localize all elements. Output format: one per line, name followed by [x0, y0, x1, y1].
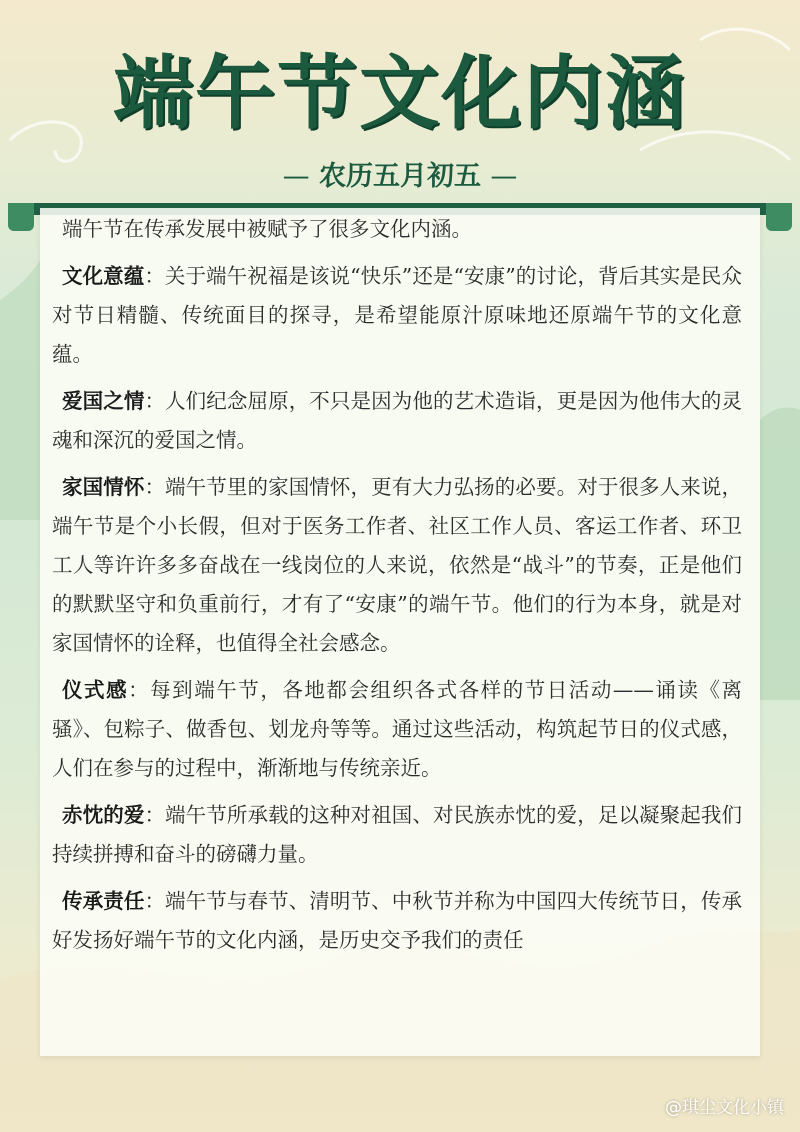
page-title: 端午节文化内涵	[113, 47, 687, 140]
section-paragraph	[52, 257, 742, 374]
section-heading: 仪式感	[62, 678, 129, 702]
section-heading: 传承责任	[62, 889, 145, 913]
section-body: ：每到端午节，各地都会组织各式各样的节日活动——诵读《离骚》、包粽子、做香包、划龙舟等等。通过这些活动，构筑起节日的仪式感，人们在参与的过程中，渐渐地与传统亲近。	[52, 678, 743, 780]
page-subtitle	[0, 157, 800, 197]
section-heading: 文化意蕴	[62, 264, 145, 288]
section-paragraph	[52, 382, 742, 460]
section-heading: 爱国之情	[62, 389, 145, 413]
subtitle-dash-right: —	[490, 161, 518, 192]
watermark: @琪尘文化小镇	[665, 1098, 784, 1118]
section-heading: 赤忱的爱	[62, 803, 145, 827]
section-body: ：人们纪念屈原，不只是因为他的艺术造诣，更是因为他伟大的灵魂和深沉的爱国之情。	[52, 389, 742, 452]
section-paragraph	[52, 468, 742, 663]
section-paragraph	[52, 796, 742, 874]
intro-paragraph: 端午节在传承发展中被赋予了很多文化内涵。	[62, 217, 472, 241]
section-paragraph	[52, 882, 742, 960]
article-body	[52, 210, 742, 968]
subtitle-dash-left: —	[282, 161, 310, 192]
mountain-left	[0, 260, 40, 520]
section-heading: 家国情怀	[62, 475, 145, 499]
subtitle-text: 农历五月初五	[319, 161, 481, 192]
section-body: ：端午节与春节、清明节、中秋节并称为中国四大传统节日，传承好发扬好端午节的文化内涵，是历史交予我们的责任	[52, 889, 742, 952]
section-body: ：端午节里的家国情怀，更有大力弘扬的必要。对于很多人来说，端午节是个小长假，但对于医务工作者、社区工作人员、客运工作者、环卫工人等许许多多奋战在一线岗位的人来说，依然是“战斗”的节奏，正是他们的默默坚守和负重前行，才有了“安康”的端午节。他们的行为本身，就是对家国情怀的诠释，也值得全社会感念。	[52, 475, 742, 655]
section-paragraph	[52, 671, 742, 788]
section-body: ：端午节所承载的这种对祖国、对民族赤忱的爱，足以凝聚起我们持续拼搏和奋斗的磅礴力量。	[52, 803, 742, 866]
section-body: ：关于端午祝福是该说“快乐”还是“安康”的讨论，背后其实是民众对节日精髓、传统面目的探寻，是希望能原汁原味地还原端午节的文化意蕴。	[52, 264, 743, 366]
mountain-right	[760, 408, 800, 701]
